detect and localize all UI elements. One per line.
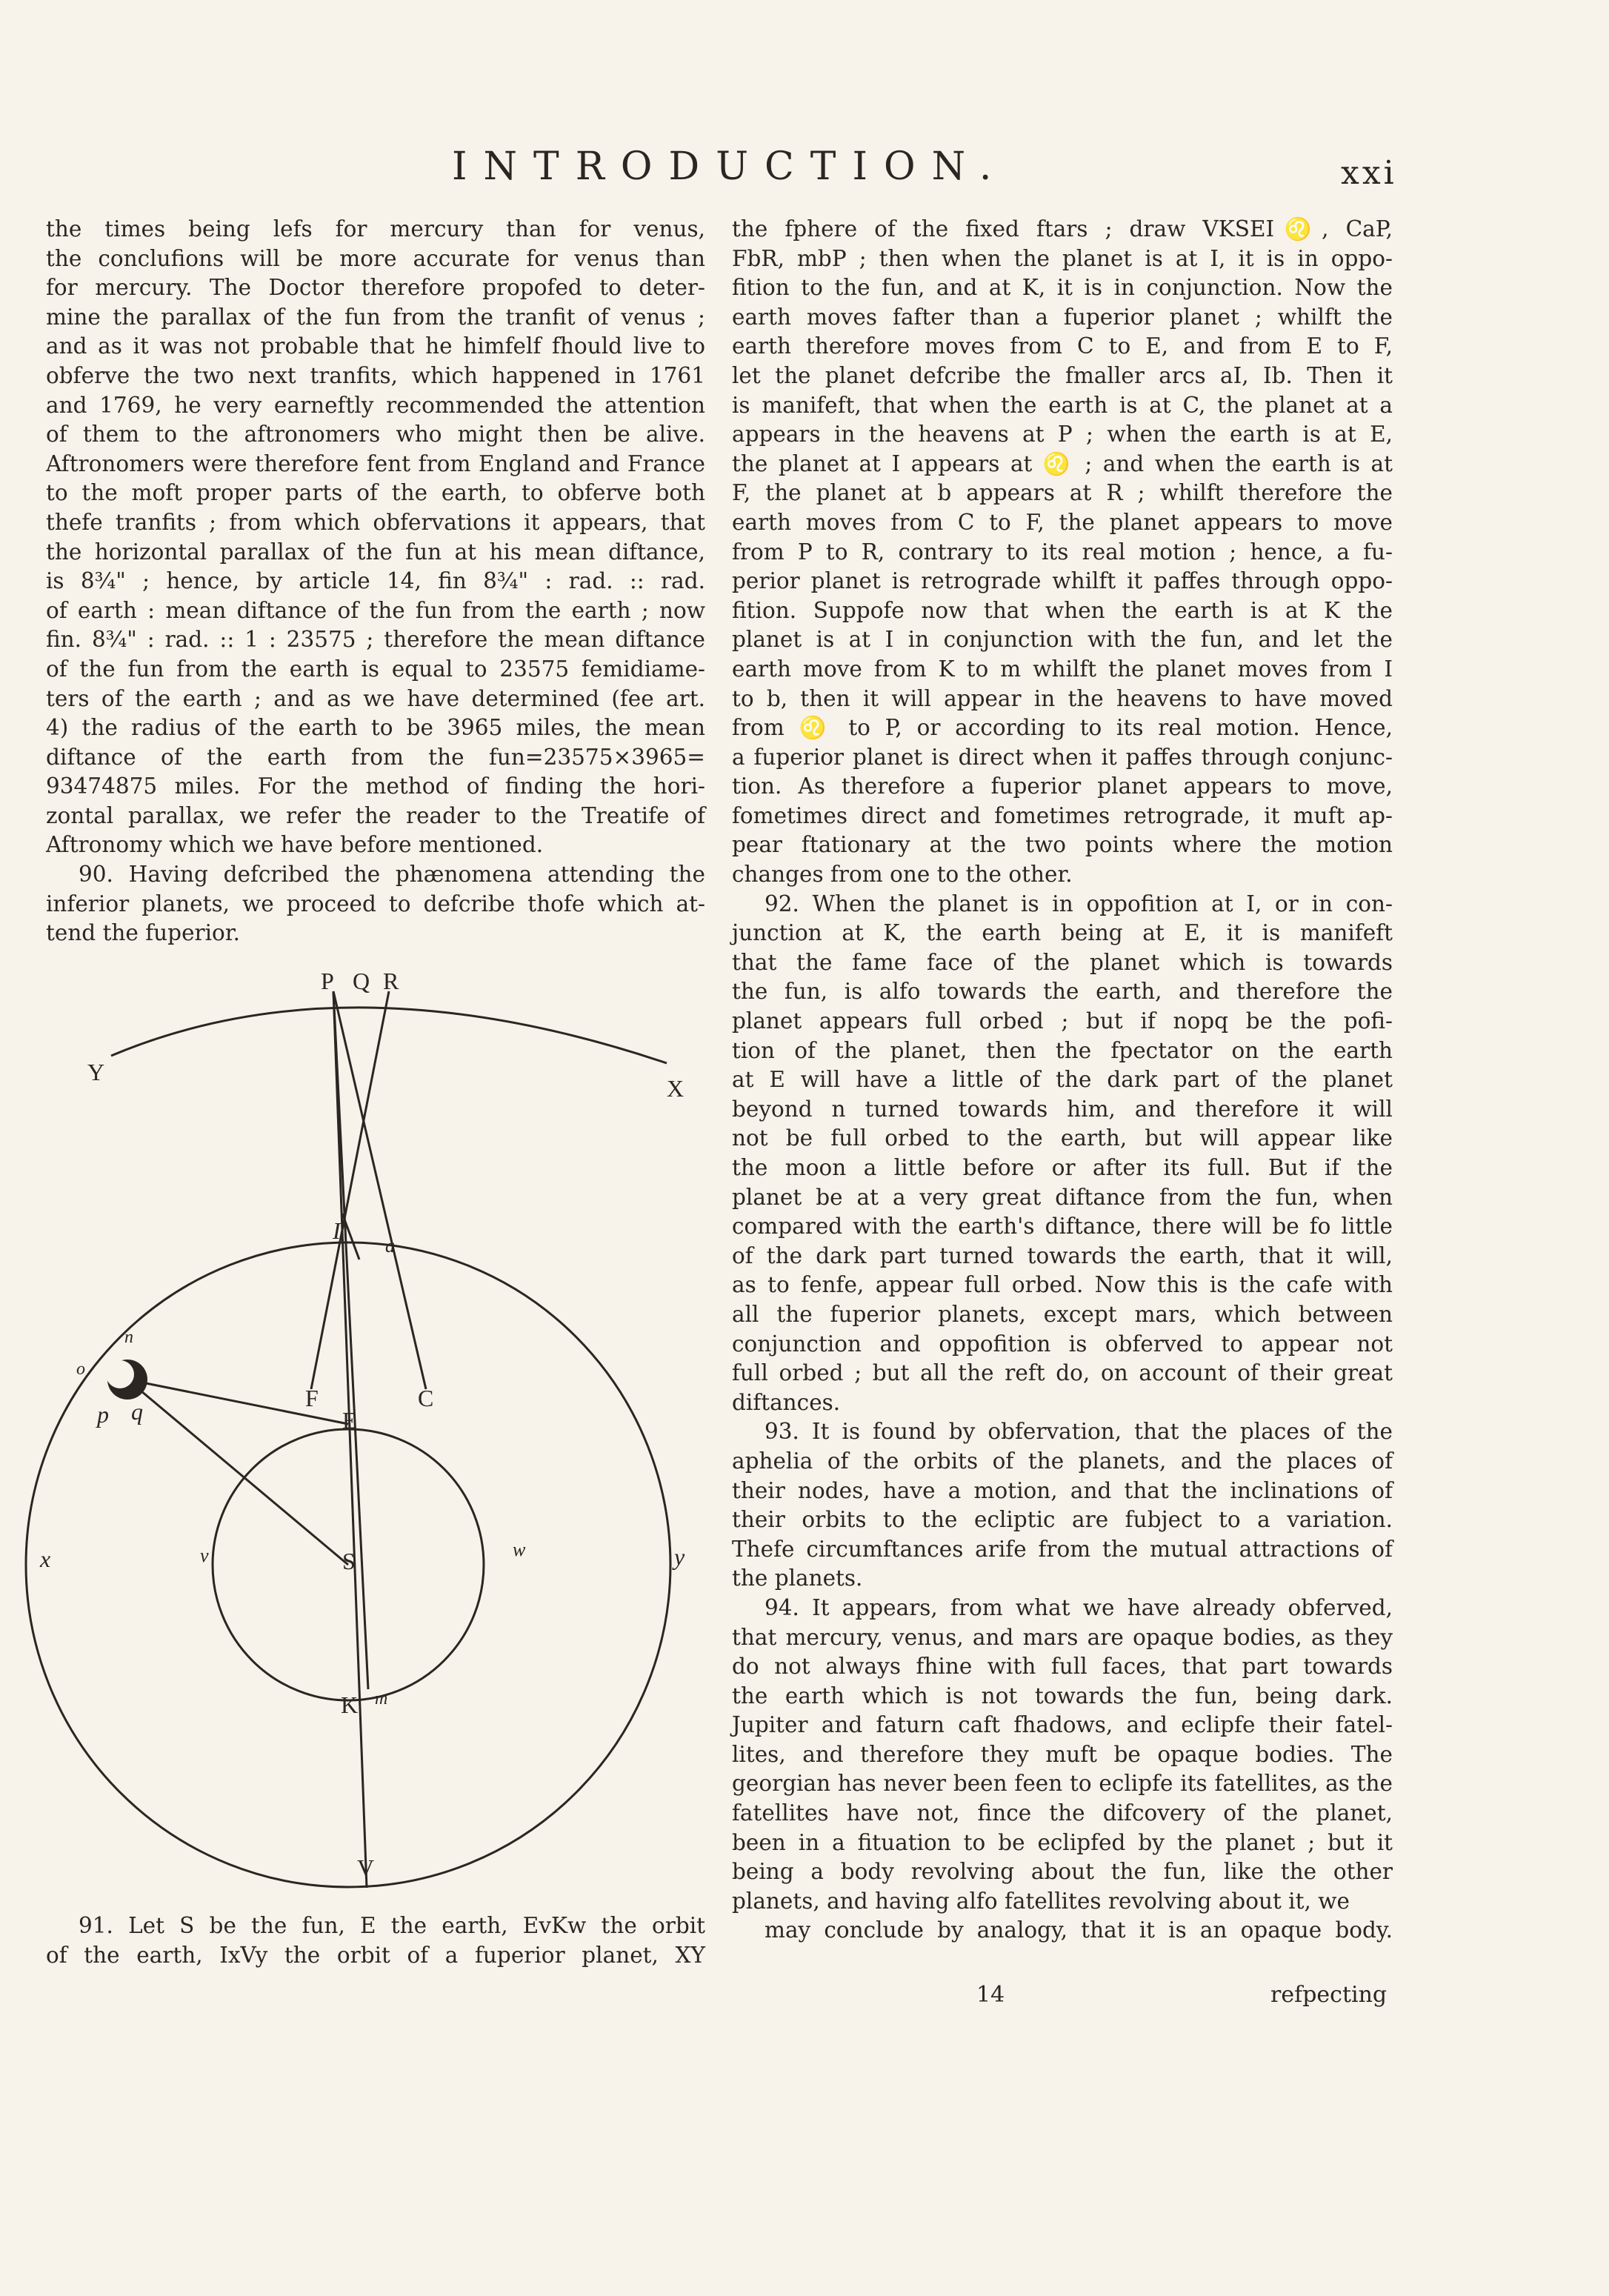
planet-nopq (106, 1360, 147, 1400)
text-line: the times being lefs for mercury than for venus, (46, 216, 705, 242)
text-line: thefe tranfits ; from which obfervations it appears, that (46, 509, 705, 535)
text-line: compared with the earth's diftance, there will be fo little (732, 1214, 1393, 1239)
label-y: y (674, 1543, 685, 1570)
text-line: the conclufions will be more accurate for venus than (46, 245, 705, 271)
text-line: fition to the fun, and at K, it is in conjunction. Now the (732, 275, 1393, 301)
text-line: to b, then it will appear in the heavens to have moved (732, 685, 1393, 711)
text-line: beyond n turned towards him, and therefore it will (732, 1096, 1393, 1122)
text-line: is 8¾" ; hence, by article 14, fin 8¾" : rad. :: rad. (46, 568, 705, 594)
text-line: full orbed ; but all the reft do, on account of their great (732, 1360, 1393, 1386)
caption-line: of the earth, IxVy the orbit of a fuperior planet, XY (46, 1942, 705, 1968)
label-Y: Y (87, 1059, 105, 1085)
text-line: is manifeft, that when the earth is at C, the planet at a (732, 392, 1393, 418)
text-line: diftance of the earth from the fun=23575×3965= (46, 744, 705, 770)
text-line: fatellites have not, fince the difcovery of the planet, (732, 1800, 1393, 1826)
text-line: earth moves fafter than a fuperior planet ; whilft the (732, 304, 1393, 330)
text-line: that mercury, venus, and mars are opaque bodies, as they (732, 1624, 1393, 1650)
label-p: p (97, 1401, 109, 1428)
text-line: a fuperior planet is direct when it paffes through conjunc- (732, 744, 1393, 770)
text-line: of them to the aftronomers who might then be alive. (46, 422, 705, 447)
text-line: from P to R, contrary to its real motion ; hence, a fu- (732, 539, 1393, 565)
running-title: INTRODUCTION. (452, 144, 1008, 189)
text-line: fin. 8¾" : rad. :: 1 : 23575 ; therefore the mean diftance (46, 627, 705, 653)
right-column (732, 215, 1393, 1946)
text-line: do not always fhine with full faces, that part towards (732, 1654, 1393, 1680)
text-line: georgian has never been feen to eclipfe its fatellites, as the (732, 1771, 1393, 1797)
label-X: X (667, 1075, 684, 1102)
label-V: V (357, 1854, 375, 1881)
text-line: that the fame face of the planet which is towards (732, 949, 1393, 975)
text-line: 92. When the planet is in oppofition at I, or in con- (764, 891, 1393, 916)
text-line: Thefe circumftances arife from the mutual attractions of (732, 1536, 1393, 1562)
text-line: FbR, mbP ; then when the planet is at I, it is in oppo- (732, 245, 1393, 271)
text-line: the fun, is alfo towards the earth, and therefore the (732, 979, 1393, 1005)
line-m-b-P (333, 991, 368, 1689)
label-R: R (383, 968, 399, 994)
text-line: the fphere of the fixed ftars ; draw VKSEI♌, CaP, (732, 216, 1393, 242)
text-line: zontal parallax, we refer the reader to the Treatife of (46, 802, 705, 828)
fixed-stars-arc (111, 1008, 667, 1063)
text-line: the horizontal parallax of the fun at his mean diftance, (46, 539, 705, 565)
text-line: as to fenfe, appear full orbed. Now this is the cafe with (732, 1272, 1393, 1298)
text-line: lites, and therefore they muft be opaque bodies. The (732, 1741, 1393, 1767)
text-line: and 1769, he very earneftly recommended the attention (46, 392, 705, 418)
page-number: xxi (1341, 154, 1397, 192)
text-line: tend the fuperior. (46, 920, 241, 946)
text-line: from ♌ to P, or according to its real motion. Hence, (732, 715, 1393, 741)
label-q: q (131, 1398, 143, 1425)
label-v: v (200, 1545, 209, 1566)
text-line: of the fun from the earth is equal to 23575 femidiame- (46, 656, 705, 682)
label-F: F (305, 1385, 319, 1411)
label-o: o (76, 1360, 85, 1379)
label-w: w (513, 1539, 526, 1560)
label-n: n (124, 1328, 133, 1347)
text-line: their nodes, have a motion, and that the inclinations of (732, 1477, 1393, 1503)
text-line: planet appears full orbed ; but if nopq be the pofi- (732, 1008, 1393, 1034)
text-line: 4) the radius of the earth to be 3965 miles, the mean (46, 715, 705, 741)
text-line: 90. Having defcribed the phænomena attending the (79, 862, 705, 888)
text-line: the planet at I appears at ♌ ; and when the earth is at (732, 450, 1393, 476)
text-line: tion of the planet, then the fpectator on the earth (732, 1037, 1393, 1063)
text-line: not be full orbed to the earth, but will appear like (732, 1125, 1393, 1151)
text-line: perior planet is retrograde whilft it paffes through oppo- (732, 568, 1393, 594)
label-S: S (342, 1548, 356, 1574)
text-line: mine the parallax of the fun from the tranfit of venus ; (46, 304, 705, 330)
label-P: P (321, 968, 334, 994)
text-line: for mercury. The Doctor therefore propofed to deter- (46, 275, 705, 301)
text-line: fometimes direct and fometimes retrograde, it muft ap- (732, 802, 1393, 828)
text-line: their orbits to the ecliptic are fubject to a variation. (732, 1507, 1393, 1533)
text-line: been in a fituation to be eclipfed by the planet ; but it (732, 1829, 1393, 1855)
text-line: Jupiter and faturn caft fhadows, and eclipfe their fatel- (732, 1712, 1393, 1738)
text-line: may conclude by analogy, that it is an opaque body. (764, 1917, 1393, 1943)
text-line: to the moft proper parts of the earth, to obferve both (46, 480, 705, 506)
text-line: inferior planets, we proceed to defcribe thofe which at- (46, 891, 705, 916)
text-line: being a body revolving about the fun, like the other (732, 1859, 1393, 1885)
label-I-small: I (333, 1217, 341, 1244)
text-line: the moon a little before or after its full. But if the (732, 1155, 1393, 1180)
text-line: earth moves from C to F, the planet appears to move (732, 509, 1393, 535)
label-Q: Q (353, 968, 370, 994)
text-line: at E will have a little of the dark part of the planet (732, 1067, 1393, 1093)
text-line: conjunction and oppofition is obferved to appear not (732, 1331, 1393, 1357)
text-line: all the fuperior planets, except mars, which between (732, 1301, 1393, 1327)
text-line: junction at K, the earth being at E, it is manifeft (732, 920, 1393, 946)
label-x: x (40, 1545, 51, 1572)
text-line: earth therefore moves from C to E, and from E to F, (732, 333, 1393, 359)
text-line: appears in the heavens at P ; when the earth is at E, (732, 422, 1393, 447)
text-line: earth move from K to m whilft the planet moves from I (732, 656, 1393, 682)
text-line: obferve the two next tranfits, which happened in 1761 (46, 362, 705, 388)
label-a: a (385, 1235, 395, 1257)
text-line: let the planet defcribe the fmaller arcs aI, Ib. Then it (732, 362, 1393, 388)
figure-caption (46, 1911, 705, 1970)
text-line: of earth : mean diftance of the fun from the earth ; now (46, 597, 705, 623)
text-line: planet is at I in conjunction with the fun, and let the (732, 627, 1393, 653)
text-line: diftances. (732, 1389, 841, 1415)
text-line: changes from one to the other. (732, 862, 1073, 888)
label-m: m (375, 1689, 388, 1708)
text-line: of the dark part turned towards the earth, that it will, (732, 1242, 1393, 1268)
text-line: Aftronomy which we have before mentioned. (46, 832, 544, 858)
text-line: fition. Suppofe now that when the earth is at K the (732, 597, 1393, 623)
text-line: pear ftationary at the two points where the motion (732, 832, 1393, 858)
label-K: K (341, 1691, 359, 1718)
text-line: the planets. (732, 1565, 863, 1591)
text-line: ters of the earth ; and as we have determined (fee art. (46, 685, 705, 711)
caption-line: 91. Let S be the fun, E the earth, EvKw the orbit (79, 1913, 705, 1938)
line-C-a-P (333, 991, 426, 1389)
text-line: 93474875 miles. For the method of finding the hori- (46, 773, 705, 799)
text-line: planets, and having alfo fatellites revolving about it, we (732, 1888, 1350, 1914)
text-line: planet be at a very great diftance from the fun, when (732, 1184, 1393, 1210)
text-line: 93. It is found by obfervation, that the places of the (764, 1419, 1393, 1445)
text-line: tion. As therefore a fuperior planet appears to move, (732, 773, 1393, 799)
label-C: C (418, 1385, 434, 1411)
signature-mark: 14 (976, 1982, 1005, 2008)
text-line: and as it was not probable that he himfelf fhould live to (46, 333, 705, 359)
text-line: aphelia of the orbits of the planets, and the places of (732, 1448, 1393, 1474)
text-line: the earth which is not towards the fun, being dark. (732, 1683, 1393, 1708)
label-E: E (342, 1407, 357, 1434)
catchword: refpecting (1270, 1982, 1388, 2008)
text-line: Aftronomers were therefore fent from England and France (46, 450, 705, 476)
text-line: 94. It appears, from what we have already obferved, (764, 1594, 1393, 1620)
text-line: F, the planet at b appears at R ; whilft therefore the (732, 480, 1393, 506)
